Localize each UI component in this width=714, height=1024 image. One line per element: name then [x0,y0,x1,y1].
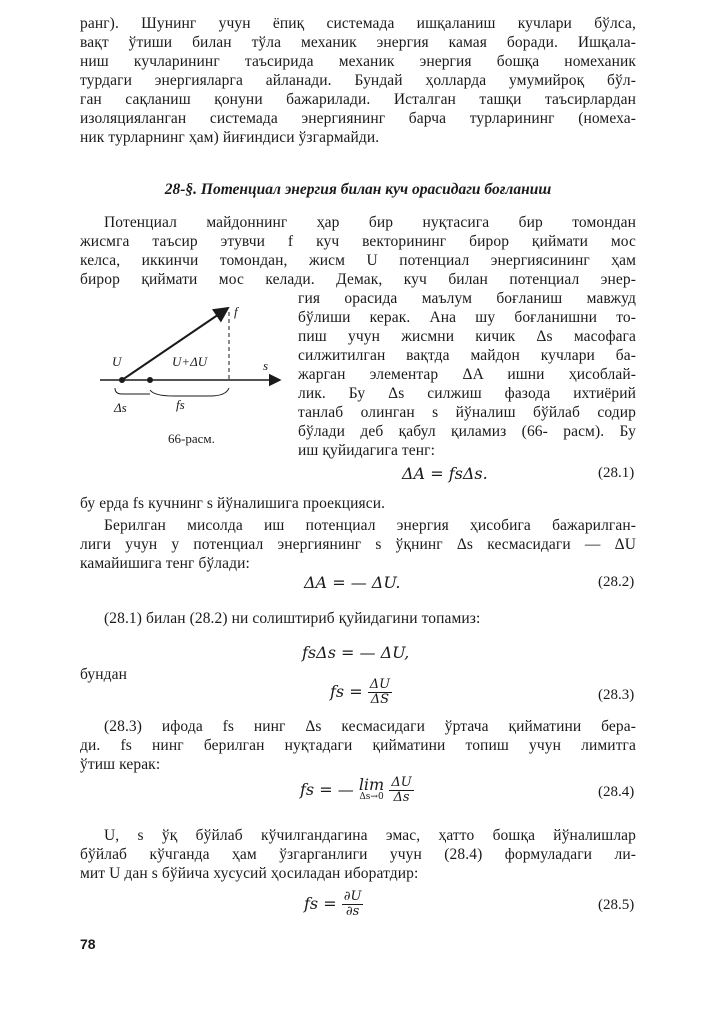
text-line: танлаб олинган s йўналиш бўйлаб содир [298,404,636,421]
equation-number: (28.2) [598,574,635,590]
text-line: жисмга таъсир этувчи f куч векторининг бирор қиймати мос [80,233,636,250]
text-line: жарган элементар ΔA ишни ҳисоблай- [298,366,636,383]
text-line: Потенциал майдоннинг ҳар бир нуқтасига бир томондан [104,214,636,231]
paragraph-2 [80,516,636,573]
equation-intermediate: fsΔs = — ΔU, [302,643,410,662]
eq-lhs: fs = [330,682,363,701]
equation-number: (28.4) [598,784,635,800]
text-line: ранг). Шунинг учун ёпиқ системада ишқаланиш кучлари бўлса, [80,15,636,32]
text-line: (28.3) ифода fs нинг Δs кесмасидаги ўртача қийматини бера- [104,718,636,735]
text-line: ган сақланиш қонуни бажарилади. Исталган ташқи таъсирлардан [80,91,636,108]
label-u-plus-du: U+ΔU [172,354,208,369]
text-line: бирор қиймати мос келади. Демак, куч билан потенциал энер- [80,271,636,288]
text-line: бўйлаб кўчганда ҳам ўзгарганлиги учун (28.4) формуладаги ли- [80,846,636,863]
point-u [119,377,125,383]
eq-lhs: fs = — [300,780,354,799]
denominator: Δs [393,790,410,805]
text-line: (28.1) билан (28.2) ни солиштириб қуйидагини топамиз: [104,610,481,627]
text-line: силжитилган вақтда майдон кучлари ба- [298,347,636,364]
equation-28-5 [304,890,363,919]
limit-subscript: Δs→0 [359,791,384,802]
text-line: иш қуйидагига тенг: [298,442,436,459]
label-fs: fs [176,397,185,412]
text-line: вақт ўтиши билан тўла механик энергия камая боради. Ишқала- [80,34,636,51]
equation-28-4 [300,776,414,805]
equation-number: (28.3) [598,687,635,703]
equation-28-2: ΔA = — ΔU. [304,573,401,592]
text-line: ди. fs нинг берилган нуқтадаги қийматини топиш учун лимитга [80,737,636,754]
text-line: бўлади деб қабул қиламиз (66- расм). Бу [298,423,636,440]
point-u-du [147,377,153,383]
equation-number: (28.1) [598,465,635,481]
text-line: гия орасида маълум боғланиш мавжуд [298,290,636,307]
intro-paragraph [80,14,636,147]
text-line: бундан [80,666,128,683]
text-line: ниш кучларининг таъсирида механик энергия бошқа номеханик [80,53,636,70]
text-line: пиш учун жисмни кичик Δs масофага [298,328,636,345]
text-line: мит U дан s бўйича хусусий ҳосиладан иборатдир: [80,865,419,882]
text-line: лик. Бу Δs силжиш фазода ихтиёрий [298,385,636,402]
ds-bracket [115,388,150,394]
label-ds: Δs [114,400,127,415]
denominator: ΔS [370,692,390,707]
equation-number: (28.5) [598,897,635,913]
equation-28-3 [330,678,392,707]
limit-operator: lim [358,774,385,794]
numerator: ∂U [343,889,362,904]
paragraph-1 [80,213,636,289]
numerator: ΔU [391,775,412,790]
text-line: Берилган мисолда иш потенциал энергия ҳисобига бажарилган- [104,517,636,534]
figure-caption: 66-расм. [168,431,215,446]
section-heading: 28-§. Потенциал энергия билан куч орасидаги боғланиш [164,181,552,198]
paragraph-5 [80,826,636,883]
fraction [342,890,364,919]
label-f: f [234,304,238,319]
text-line: изоляцияланган системада энергиянинг барча турларининг (номеха- [80,110,636,127]
paragraph-1-wrap [298,289,636,460]
denominator: ∂s [345,904,360,919]
text-line: лиги учун у потенциал энергиянинг s ўқнинг Δs кесмасидаги — ΔU [80,536,636,553]
text-line: U, s ўқ бўйлаб кўчилгандагина эмас, ҳатто бошқа йўналишлар [104,827,636,844]
limit [358,774,385,803]
label-u: U [112,354,122,369]
figure-66 [100,292,290,422]
text-line: бўлиши керак. Ана шу боғланишни то- [298,309,636,326]
label-s: s [263,358,269,373]
page-number: 78 [80,936,96,952]
eq-lhs: fs = [304,894,337,913]
force-vector [122,308,228,380]
text-line: келса, иккинчи томондан, жисм U потенциал энергиясининг ҳам [80,252,636,269]
fraction [389,776,413,805]
numerator: ΔU [369,677,391,692]
fs-bracket [150,388,229,396]
equation-28-1: ΔA = fsΔs. [402,464,488,483]
text-line: бу ерда fs кучнинг s йўналишига проекцияси. [80,495,386,512]
text-line: турдаги энергияларга айланади. Бундай ҳолларда умумийроқ бўл- [80,72,636,89]
text-line: ўтиш керак: [80,756,161,773]
paragraph-4 [80,717,636,774]
text-line: ник турларнинг ҳам) йиғиндиси ўзгармайди. [80,129,380,146]
fraction [368,678,392,707]
text-line: камайишига тенг бўлади: [80,555,250,572]
